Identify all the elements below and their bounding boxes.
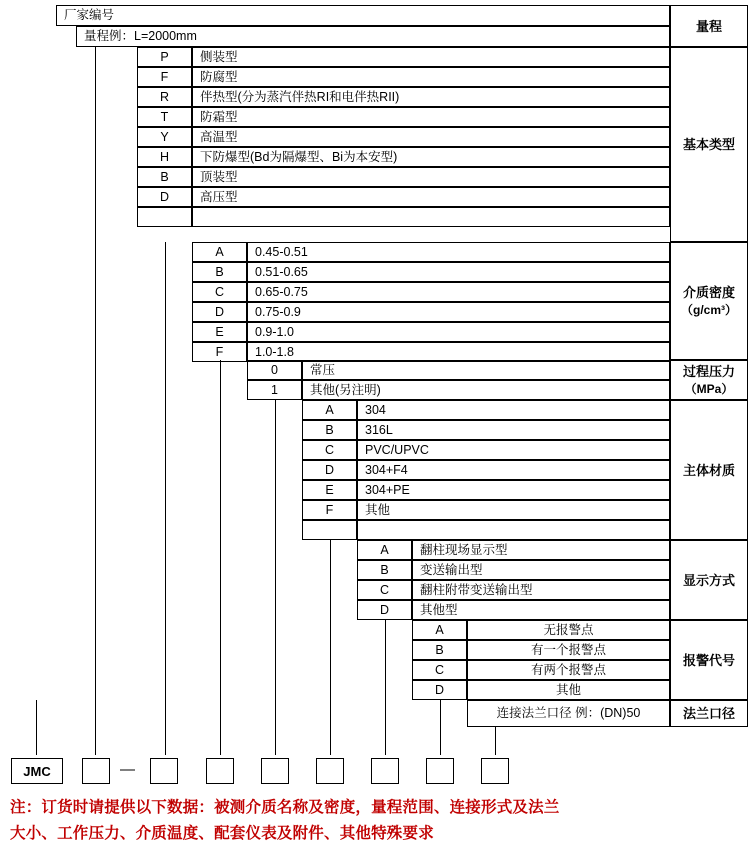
desc-cell-basic_type-0: 侧装型 [192, 47, 670, 67]
leader-line-1 [95, 47, 96, 755]
desc-cell-material-2: PVC/UPVC [357, 440, 670, 460]
desc-cell-basic_type-2: 伴热型(分为蒸汽伴热RI和电伴热RII) [192, 87, 670, 107]
code-cell-alarm-3: D [412, 680, 467, 700]
leader-line-8 [495, 727, 496, 755]
leader-line-0 [36, 700, 37, 755]
group-label-main-material: 主体材质 [682, 462, 735, 478]
code-cell-material-4: E [302, 480, 357, 500]
desc-cell-alarm-0: 无报警点 [467, 620, 670, 640]
desc-cell-alarm-2: 有两个报警点 [467, 660, 670, 680]
group-label-main-basic_type: 基本类型 [682, 137, 735, 152]
legend-box-5[interactable] [316, 758, 344, 784]
code-cell-alarm-2: C [412, 660, 467, 680]
desc-cell-material-3: 304+F4 [357, 460, 670, 480]
code-cell-material-2: C [302, 440, 357, 460]
group-label-main-pressure: 过程压力 [682, 364, 735, 379]
desc-cell-material-0: 304 [357, 400, 670, 420]
desc-cell-display-2: 翻柱附带变送输出型 [412, 580, 670, 600]
group-label-sub-pressure: （MPa） [684, 382, 734, 396]
code-cell-basic_type-5: H [137, 147, 192, 167]
leader-line-3 [220, 360, 221, 755]
header-row-1: 量程例：L=2000mm [76, 26, 670, 47]
group-label-basic_type [670, 47, 748, 242]
desc-cell-density-5: 1.0-1.8 [247, 342, 670, 362]
desc-cell-display-0: 翻柱现场显示型 [412, 540, 670, 560]
group-label-pressure [670, 360, 748, 400]
code-cell-basic_type-8 [137, 207, 192, 227]
code-cell-alarm-0: A [412, 620, 467, 640]
leader-line-7 [440, 700, 441, 755]
group-label-main-flange: 法兰口径 [682, 706, 735, 721]
legend-box-2[interactable] [150, 758, 178, 784]
code-cell-display-3: D [357, 600, 412, 620]
desc-cell-basic_type-1: 防腐型 [192, 67, 670, 87]
desc-cell-display-1: 变送输出型 [412, 560, 670, 580]
desc-cell-basic_type-8 [192, 207, 670, 227]
desc-cell-density-4: 0.9-1.0 [247, 322, 670, 342]
header-row-0: 厂家编号 [56, 5, 670, 26]
leader-line-6 [385, 620, 386, 755]
note-line-0: 注：订货时请提供以下数据：被测介质名称及密度，量程范围、连接形式及法兰 [10, 799, 560, 816]
code-cell-basic_type-4: Y [137, 127, 192, 147]
group-label-main-display: 显示方式 [682, 572, 735, 588]
desc-cell-basic_type-6: 顶装型 [192, 167, 670, 187]
legend-box-7[interactable] [426, 758, 454, 784]
desc-cell-density-3: 0.75-0.9 [247, 302, 670, 322]
code-cell-material-5: F [302, 500, 357, 520]
desc-cell-display-3: 其他型 [412, 600, 670, 620]
code-cell-density-3: D [192, 302, 247, 322]
desc-cell-material-4: 304+PE [357, 480, 670, 500]
code-cell-density-1: B [192, 262, 247, 282]
group-label-material [670, 400, 748, 540]
code-cell-basic_type-0: P [137, 47, 192, 67]
desc-cell-material-6 [357, 520, 670, 540]
group-label-main-alarm: 报警代号 [682, 652, 735, 668]
desc-cell-density-2: 0.65-0.75 [247, 282, 670, 302]
group-label-main-density: 介质密度 [682, 285, 735, 300]
group-label-main-range: 量程 [695, 18, 722, 34]
desc-cell-density-1: 0.51-0.65 [247, 262, 670, 282]
code-cell-basic_type-2: R [137, 87, 192, 107]
desc-cell-alarm-3: 其他 [467, 680, 670, 700]
code-cell-density-4: E [192, 322, 247, 342]
desc-cell-basic_type-4: 高温型 [192, 127, 670, 147]
desc-cell-basic_type-5: 下防爆型(Bd为隔爆型、Bi为本安型) [192, 147, 670, 167]
desc-cell-material-1: 316L [357, 420, 670, 440]
group-label-display [670, 540, 748, 620]
code-cell-alarm-1: B [412, 640, 467, 660]
desc-cell-pressure-1: 其他(另注明) [302, 380, 670, 400]
desc-cell-flange-0: 连接法兰口径 例：(DN)50 [467, 700, 670, 727]
legend-box-0[interactable]: JMC [11, 758, 63, 784]
legend-dash: — [120, 761, 135, 778]
code-cell-display-0: A [357, 540, 412, 560]
desc-cell-density-0: 0.45-0.51 [247, 242, 670, 262]
code-cell-density-0: A [192, 242, 247, 262]
code-cell-material-0: A [302, 400, 357, 420]
desc-cell-basic_type-3: 防霜型 [192, 107, 670, 127]
code-cell-basic_type-3: T [137, 107, 192, 127]
leader-line-2 [165, 242, 166, 755]
legend-box-1[interactable] [82, 758, 110, 784]
code-cell-basic_type-7: D [137, 187, 192, 207]
legend-box-4[interactable] [261, 758, 289, 784]
group-label-alarm [670, 620, 748, 700]
note-line-1: 大小、工作压力、介质温度、配套仪表及附件、其他特殊要求 [10, 825, 434, 842]
code-cell-display-2: C [357, 580, 412, 600]
legend-box-6[interactable] [371, 758, 399, 784]
code-cell-material-1: B [302, 420, 357, 440]
code-cell-basic_type-1: F [137, 67, 192, 87]
desc-cell-basic_type-7: 高压型 [192, 187, 670, 207]
leader-line-4 [275, 400, 276, 755]
legend-box-3[interactable] [206, 758, 234, 784]
code-cell-material-3: D [302, 460, 357, 480]
desc-cell-pressure-0: 常压 [302, 360, 670, 380]
leader-line-5 [330, 540, 331, 755]
legend-box-8[interactable] [481, 758, 509, 784]
code-cell-material-6 [302, 520, 357, 540]
code-cell-basic_type-6: B [137, 167, 192, 187]
code-cell-display-1: B [357, 560, 412, 580]
group-label-sub-density: （g/cm³） [680, 303, 737, 317]
group-label-range [670, 5, 748, 47]
code-cell-density-5: F [192, 342, 247, 362]
code-cell-density-2: C [192, 282, 247, 302]
group-label-density [670, 242, 748, 360]
code-cell-pressure-0: 0 [247, 360, 302, 380]
group-label-flange [670, 700, 748, 727]
desc-cell-alarm-1: 有一个报警点 [467, 640, 670, 660]
code-cell-pressure-1: 1 [247, 380, 302, 400]
desc-cell-material-5: 其他 [357, 500, 670, 520]
